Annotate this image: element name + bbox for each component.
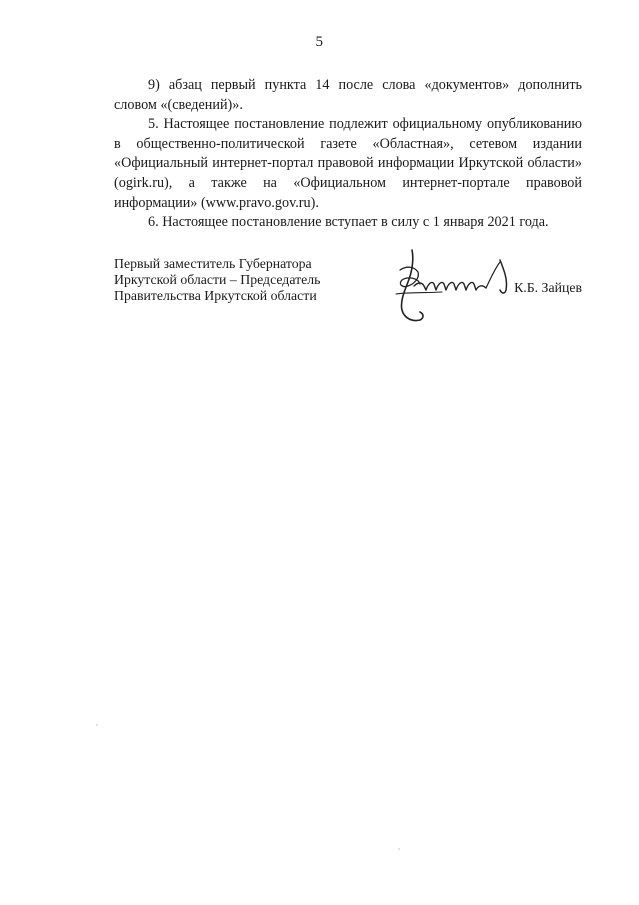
signer-name: К.Б. Зайцев (514, 280, 582, 295)
paragraph-item-6: 6. Настоящее постановление вступает в силу с 1 января 2021 года. (148, 214, 549, 231)
paragraph-item-5: 5. Настоящее постановление подлежит официальному опубликованию в общественно-политической газете «Областная», сетевом издании «Официальный интернет-портал правовой информации Иркутской области» (ogirk.ru), а также на «Официальном интернет-портале правовой информации» (www.pravo.gov.ru). (114, 116, 582, 211)
signer-title-line-3: Правительства Иркутской области (114, 287, 317, 303)
signer-title-line-1: Первый заместитель Губернатора (114, 256, 312, 271)
scan-speck (398, 848, 400, 850)
signature-block (114, 256, 582, 336)
signer-title (114, 256, 374, 303)
document-body (114, 76, 582, 233)
paragraph-item-9: 9) абзац первый пункта 14 после слова «документов» дополнить словом «(сведений)». (114, 77, 582, 113)
page-number: 5 (315, 34, 324, 50)
scan-speck (96, 724, 98, 726)
handwritten-signature (390, 246, 530, 328)
signer-title-line-2: Иркутской области – Председатель (114, 271, 321, 287)
